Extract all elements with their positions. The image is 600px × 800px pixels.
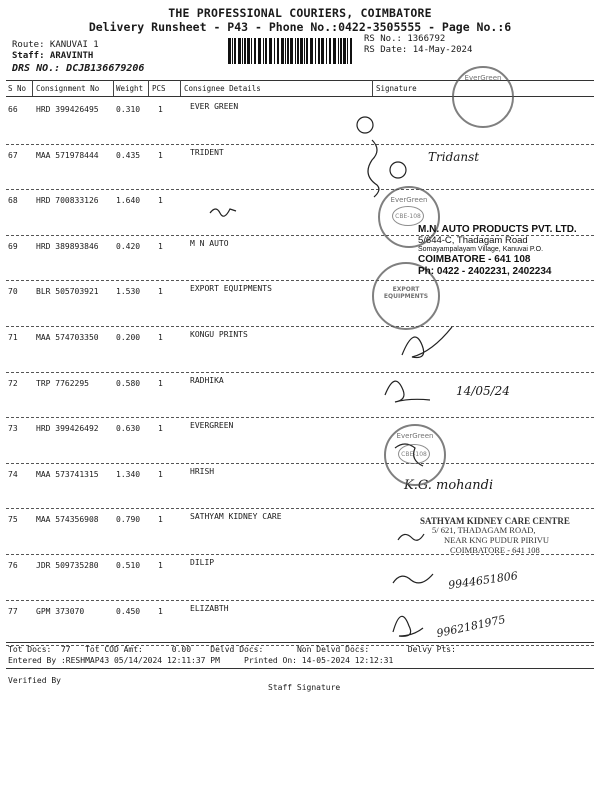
row-consignment: HRD 389893846: [36, 241, 99, 251]
staff-signature-label: Staff Signature: [268, 683, 341, 692]
row-sno: 77: [8, 606, 18, 616]
handwritten-date: 14/05/24: [456, 384, 510, 398]
row-weight: 0.200: [116, 333, 141, 342]
row-consignee: EVERGREEN: [190, 421, 234, 431]
col-sno: S No: [8, 84, 27, 93]
col-pcs: PCS: [152, 84, 166, 93]
row-weight: 1.340: [116, 469, 141, 479]
footer-totals: Tot Docs: 77 Tot COD Amt: 0.00 Delvd Docs: Non Delvd Docs: Delvy Pts:: [8, 645, 456, 654]
col-weight: Weight: [116, 84, 144, 93]
row-weight: 1.530: [116, 287, 141, 297]
row-consignment: HRD 399426495: [36, 105, 99, 114]
row-consignee: EVER GREEN: [190, 102, 239, 111]
sathyam-stamp: [420, 516, 596, 556]
handwritten-trident: Tridanst: [428, 150, 480, 164]
footer-rule-2: [6, 668, 594, 669]
row-consignment: TRP 7762295: [36, 378, 89, 388]
row-sno: 70: [8, 287, 18, 297]
drs-number: DRS NO.: DCJB136679206: [12, 63, 145, 74]
footer-entered-by: Entered By :RESHMAP43 05/14/2024 12:11:37 PM Printed On: 14-05-2024 12:12:31: [8, 656, 394, 665]
row-pcs: 1: [158, 424, 163, 434]
row-consignee: EXPORT EQUIPMENTS: [190, 284, 272, 294]
row-sno: 71: [8, 333, 18, 342]
row-consignment: JDR 509735280: [36, 561, 99, 570]
row-pcs: 1: [158, 606, 163, 616]
col-signature: Signature: [376, 84, 417, 93]
row-pcs: 1: [158, 287, 163, 297]
row-weight: 0.420: [116, 241, 141, 251]
evergreen-stamp-3: [384, 424, 446, 486]
row-consignee: KONGU PRINTS: [190, 330, 248, 339]
row-sno: 67: [8, 150, 18, 160]
stamp-text: EverGreen: [396, 432, 434, 440]
row-pcs: 1: [158, 515, 163, 525]
row-weight: 1.640: [116, 196, 141, 206]
row-consignee: HRISH: [190, 466, 215, 476]
row-weight: 0.790: [116, 515, 141, 525]
route-label: Route: KANUVAI 1: [12, 40, 99, 50]
row-consignee: RADHIKA: [190, 375, 224, 385]
col-consignment: Consignment No: [36, 84, 100, 93]
row-pcs: 1: [158, 469, 163, 479]
row-pcs: 1: [158, 333, 163, 342]
row-consignee: M N AUTO: [190, 238, 229, 248]
stamp-code: CBE-108: [392, 206, 424, 226]
row-sno: 68: [8, 196, 18, 206]
row-sno: 75: [8, 515, 18, 525]
row-sno: 74: [8, 469, 18, 479]
stamp-code: CBE-108: [398, 444, 430, 464]
row-weight: 0.450: [116, 606, 141, 616]
row-consignment: BLR 505703921: [36, 287, 99, 297]
staff-label: Staff: ARAVINTH: [12, 51, 94, 61]
row-weight: 0.630: [116, 424, 141, 434]
stamp-text: EverGreen: [464, 74, 502, 82]
row-weight: 0.310: [116, 105, 141, 114]
row-consignment: HRD 700833126: [36, 196, 99, 206]
row-sno: 69: [8, 241, 18, 251]
row-consignee: SATHYAM KIDNEY CARE: [190, 512, 282, 522]
row-pcs: 1: [158, 241, 163, 251]
handwritten-phone-77: 9962181975: [435, 612, 507, 641]
stamp-text: EverGreen: [390, 196, 428, 204]
row-pcs: 1: [158, 105, 163, 114]
row-weight: 0.580: [116, 378, 141, 388]
row-sno: 73: [8, 424, 18, 434]
stamp-company: M.N. AUTO PRODUCTS PVT. LTD.: [418, 224, 577, 235]
row-weight: 0.510: [116, 561, 141, 570]
row-consignment: MAA 574703350: [36, 333, 99, 342]
stamp-address: 5/ 621, THADAGAM ROAD,: [432, 525, 536, 536]
row-pcs: 1: [158, 150, 163, 160]
row-pcs: 1: [158, 196, 163, 206]
handwritten-phone-76: 9944651806: [447, 569, 519, 592]
row-consignment: HRD 399426492: [36, 424, 99, 434]
row-pcs: 1: [158, 561, 163, 570]
col-consignee: Consignee Details: [184, 84, 261, 93]
stamp-city: COIMBATORE - 641 108: [418, 254, 531, 266]
mn-auto-stamp: [418, 224, 598, 277]
handwritten-name: K.G. mohandi: [404, 478, 494, 493]
stamp-address: NEAR KNG PUDUR PIRIVU: [444, 535, 550, 546]
stamp-company: SATHYAM KIDNEY CARE CENTRE: [420, 516, 570, 526]
document-subtitle: Delivery Runsheet - P43 - Phone No.:0422-3505555 - Page No.:6: [88, 20, 512, 34]
stamp-phone: Ph: 0422 - 2402231, 2402234: [418, 265, 552, 277]
document-title: THE PROFESSIONAL COURIERS, COIMBATORE: [168, 6, 432, 20]
row-pcs: 1: [158, 378, 163, 388]
stamp-text: EXPORT EQUIPMENTS: [383, 286, 429, 300]
row-consignment: MAA 571978444: [36, 150, 99, 160]
footer-rule: [6, 642, 594, 643]
row-weight: 0.435: [116, 150, 141, 160]
verified-by-label: Verified By: [8, 676, 61, 685]
row-sno: 76: [8, 561, 18, 570]
row-consignee: DILIP: [190, 558, 215, 567]
row-consignee: ELIZABTH: [190, 603, 229, 613]
row-sno: 72: [8, 378, 18, 388]
row-consignment: MAA 573741315: [36, 469, 99, 479]
rs-number: RS No.: 1366792: [364, 34, 446, 44]
row-consignment: MAA 574356908: [36, 515, 99, 525]
rs-date: RS Date: 14-May-2024: [364, 45, 473, 55]
stamp-city: COIMBATORE - 641 108: [450, 544, 540, 555]
evergreen-stamp-1: [452, 66, 514, 128]
row-sno: 66: [8, 105, 18, 114]
row-consignee: TRIDENT: [190, 147, 224, 157]
row-consignment: GPM 373070: [36, 606, 85, 616]
stamp-address: Somayampalayam Village, Kanuvai P.O.: [418, 246, 544, 254]
stamp-address: 5/644-C, Thadagam Road: [418, 234, 528, 246]
